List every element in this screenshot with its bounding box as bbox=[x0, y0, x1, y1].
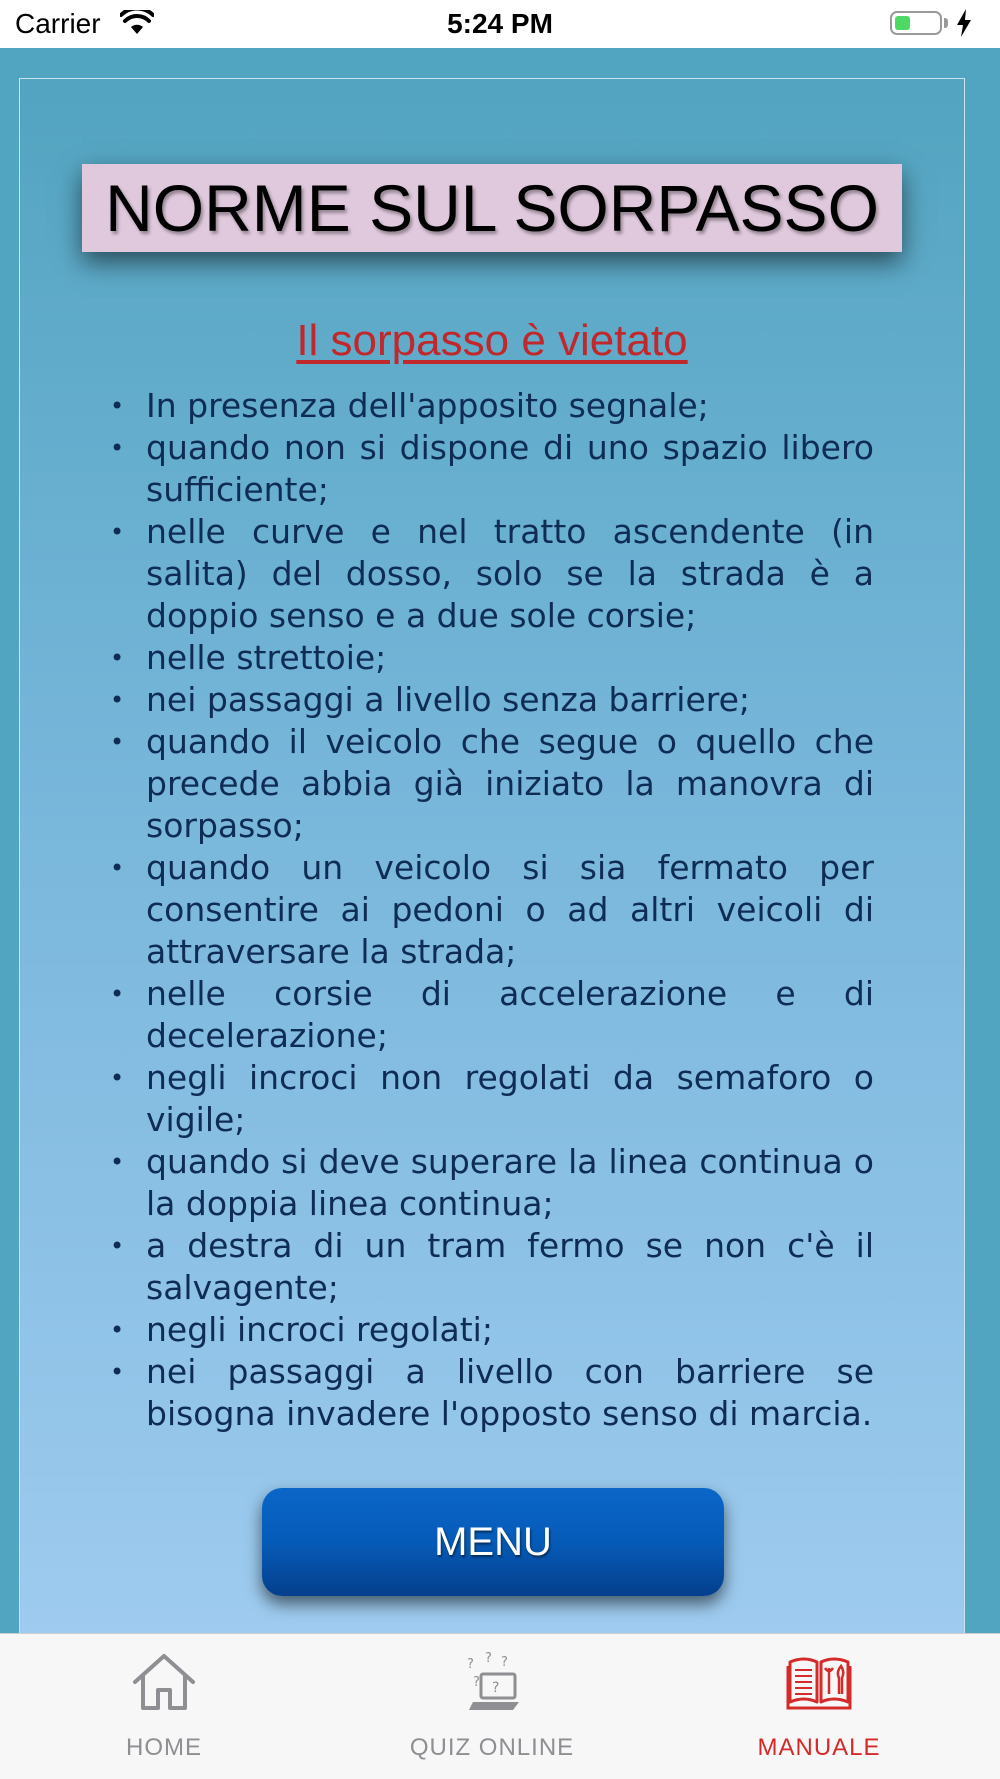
tab-bar bbox=[0, 1633, 1000, 1779]
quiz-icon bbox=[459, 1652, 525, 1714]
tab-quiz-online-label: QUIZ ONLINE bbox=[409, 1734, 575, 1761]
rule-item: • negli incroci regolati; bbox=[146, 1309, 874, 1351]
rule-item: • nei passaggi a livello senza barriere; bbox=[146, 679, 874, 721]
page-title: NORME SUL SORPASSO bbox=[105, 171, 879, 245]
rule-item: • nelle curve e nel tratto ascendente (in salita) del dosso, solo se la strada è a doppio senso e a due sole corsie; bbox=[146, 511, 874, 637]
svg-text:?: ? bbox=[473, 1675, 480, 1690]
title-banner bbox=[82, 164, 902, 252]
rule-item: • nelle corsie di accelerazione e di decelerazione; bbox=[146, 973, 874, 1057]
svg-text:?: ? bbox=[467, 1657, 474, 1672]
rule-item: • quando non si dispone di uno spazio libero sufficiente; bbox=[146, 427, 874, 511]
menu-button[interactable]: MENU bbox=[262, 1488, 724, 1596]
carrier-label: Carrier bbox=[15, 8, 101, 39]
section-subtitle: Il sorpasso è vietato bbox=[296, 316, 688, 365]
tab-manuale-label: MANUALE bbox=[757, 1734, 881, 1761]
rule-item: • quando un veicolo si sia fermato per consentire ai pedoni o ad altri veicoli di attraversare la strada; bbox=[146, 847, 874, 973]
rule-item: • nei passaggi a livello con barriere se bisogna invadere l'opposto senso di marcia. bbox=[146, 1351, 874, 1435]
tab-home-label: HOME bbox=[126, 1734, 202, 1761]
rule-item: • quando si deve superare la linea continua o la doppia linea continua; bbox=[146, 1141, 874, 1225]
rules-list bbox=[146, 385, 874, 1435]
rule-item: • nelle strettoie; bbox=[146, 637, 874, 679]
manual-book-icon bbox=[786, 1652, 852, 1712]
battery-cap bbox=[944, 18, 948, 28]
rule-item: • negli incroci non regolati da semaforo o vigile; bbox=[146, 1057, 874, 1141]
rule-item: • quando il veicolo che segue o quello che precede abbia già iniziato la manovra di sorpasso; bbox=[146, 721, 874, 847]
svg-text:?: ? bbox=[492, 1680, 500, 1696]
charging-icon bbox=[955, 9, 973, 37]
rule-item: • In presenza dell'apposito segnale; bbox=[146, 385, 874, 427]
battery-icon bbox=[890, 11, 942, 35]
tab-home[interactable] bbox=[14, 1634, 314, 1779]
tab-manuale[interactable] bbox=[669, 1634, 969, 1779]
svg-text:?: ? bbox=[501, 1655, 508, 1670]
svg-text:?: ? bbox=[485, 1652, 492, 1666]
status-time: 5:24 PM bbox=[447, 8, 553, 39]
rule-item: • a destra di un tram fermo se non c'è il salvagente; bbox=[146, 1225, 874, 1309]
tab-quiz-online[interactable] bbox=[342, 1634, 642, 1779]
battery-level bbox=[895, 16, 910, 30]
home-icon bbox=[131, 1652, 197, 1712]
status-bar bbox=[0, 0, 1000, 48]
